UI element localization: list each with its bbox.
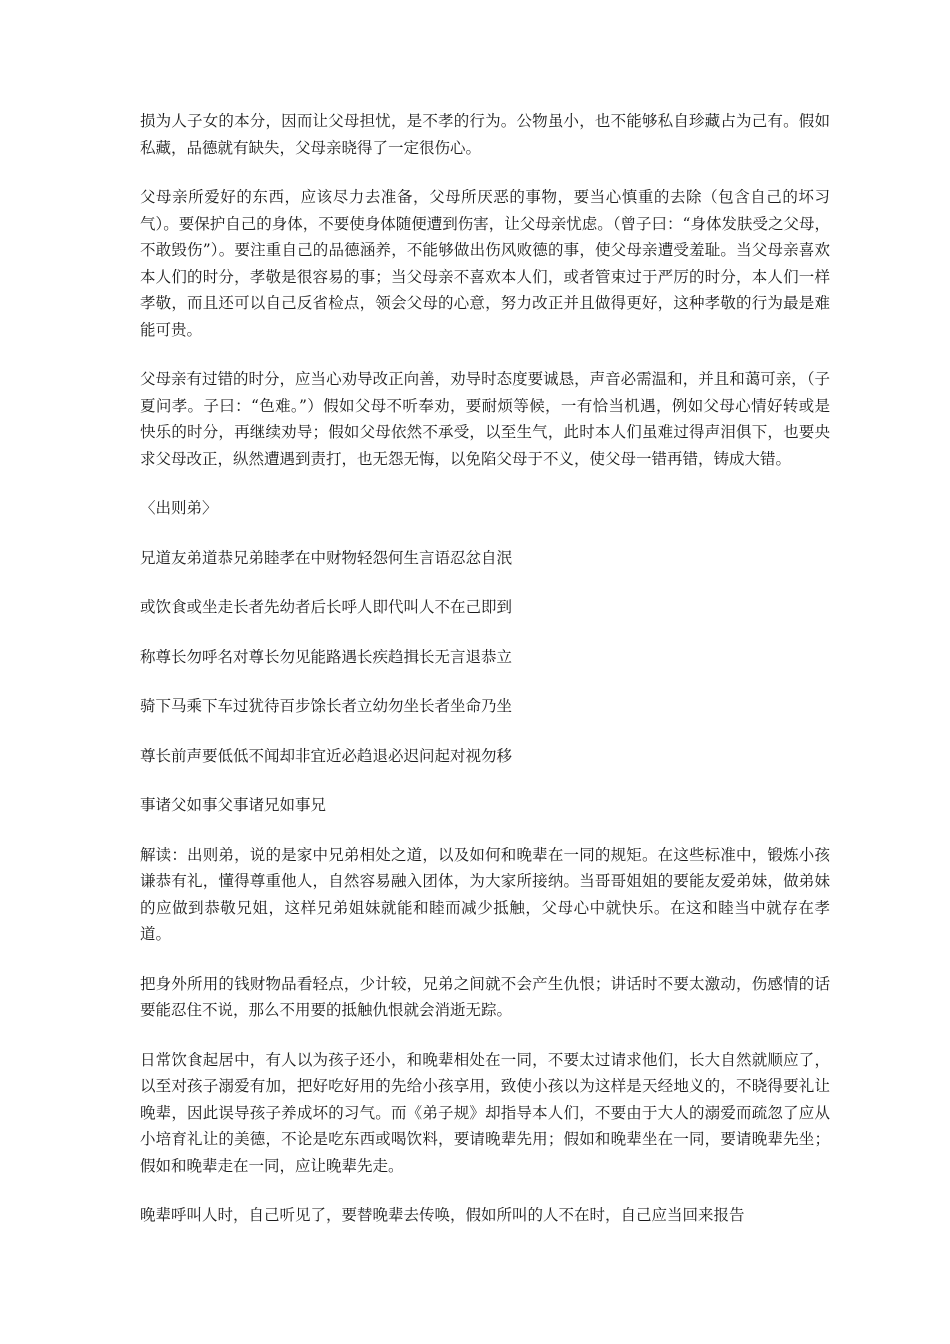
verse-line: 兄道友弟道恭兄弟睦孝在中财物轻怨何生言语忍忿自泯 bbox=[140, 548, 513, 567]
verse-line: 或饮食或坐走长者先幼者后长呼人即代叫人不在己即到 bbox=[140, 598, 513, 616]
paragraph-parents-likes: 父母亲所爱好的东西，应该尽力去准备，父母所厌恶的事物，要当心慎重的去除（包含自己的坏习气）。要保护自己的身体，不要使身体随便遭到伤害，让父母亲忧虑。（曾子曰：“身体发肤受之父母，不敢毁伤”）。要注重自己的品德涵养，不能够做出伤风败德的事，使父母亲遭受羞耻。当父母亲喜欢本人们的时分，孝敬是很容易的事；当父母亲不喜欢本人们，或者管束过于严厉的时分，本人们一样孝敬，而且还可以自己反省检点，领会父母的心意，努力改正并且做得更好，这种孝敬的行为最是难能可贵。 bbox=[140, 188, 830, 339]
paragraph-interpretation: 解读：出则弟，说的是家中兄弟相处之道，以及如何和晚辈在一同的规矩。在这些标准中，锻炼小孩谦恭有礼，懂得尊重他人，自然容易融入团体，为大家所接纳。当哥哥姐姐的要能友爱弟妹，做弟妹的应做到恭敬兄姐，这样兄弟姐妹就能和睦而减少抵触，父母心中就快乐。在这和睦当中就存在孝道。 bbox=[140, 845, 830, 943]
paragraph-money-words: 把身外所用的钱财物品看轻点，少计较，兄弟之间就不会产生仇恨；讲话时不要太激动，伤感情的话要能忍住不说，那么不用要的抵触仇恨就会消逝无踪。 bbox=[140, 974, 830, 1019]
paragraph-filial-duty: 损为人子女的本分，因而让父母担忧，是不孝的行为。公物虽小，也不能够私自珍藏占为己有。假如私藏，品德就有缺失，父母亲晓得了一定很伤心。 bbox=[140, 112, 830, 157]
verse-line: 骑下马乘下车过犹待百步馀长者立幼勿坐长者坐命乃坐 bbox=[140, 697, 513, 715]
verse-line: 称尊长勿呼名对尊长勿见能路遇长疾趋揖长无言退恭立 bbox=[140, 647, 513, 666]
paragraph-parents-mistakes: 父母亲有过错的时分，应当心劝导改正向善，劝导时态度要诚恳，声音必需温和，并且和蔼可亲，（子夏问孝。子曰：“色难。”）假如父母不听奉劝，要耐烦等候，一有恰当机遇，例如父母心情好转或是快乐的时分，再继续劝导；假如父母依然不承受，以至生气，此时本人们虽难过得声泪俱下，也要央求父母改正，纵然遭遇到责打，也无怨无悔，以免陷父母于不义，使父母一错再错，铸成大错。 bbox=[140, 370, 830, 468]
paragraph-daily-life: 日常饮食起居中，有人以为孩子还小，和晚辈相处在一同，不要太过请求他们，长大自然就顺应了，以至对孩子溺爱有加，把好吃好用的先给小孩享用，致使小孩以为这样是天经地义的，不晓得要礼让晚辈，因此误导孩子养成坏的习气。而《弟子规》却指导本人们，不要由于大人的溺爱而疏忽了应从小培育礼让的美德，不论是吃东西或喝饮料，要请晚辈先用；假如和晚辈坐在一同，要请晚辈先坐；假如和晚辈走在一同，应让晚辈先走。 bbox=[140, 1050, 830, 1175]
paragraph-calling-people: 晚辈呼叫人时，自己听见了，要替晚辈去传唤，假如所叫的人不在时，自己应当回来报告 bbox=[140, 1206, 745, 1224]
verse-line: 尊长前声要低低不闻却非宜近必趋退必迟问起对视勿移 bbox=[140, 746, 513, 765]
document-page bbox=[140, 108, 830, 1252]
section-heading: 〈出则弟〉 bbox=[140, 499, 218, 517]
verse-line: 事诸父如事父事诸兄如事兄 bbox=[140, 796, 327, 814]
